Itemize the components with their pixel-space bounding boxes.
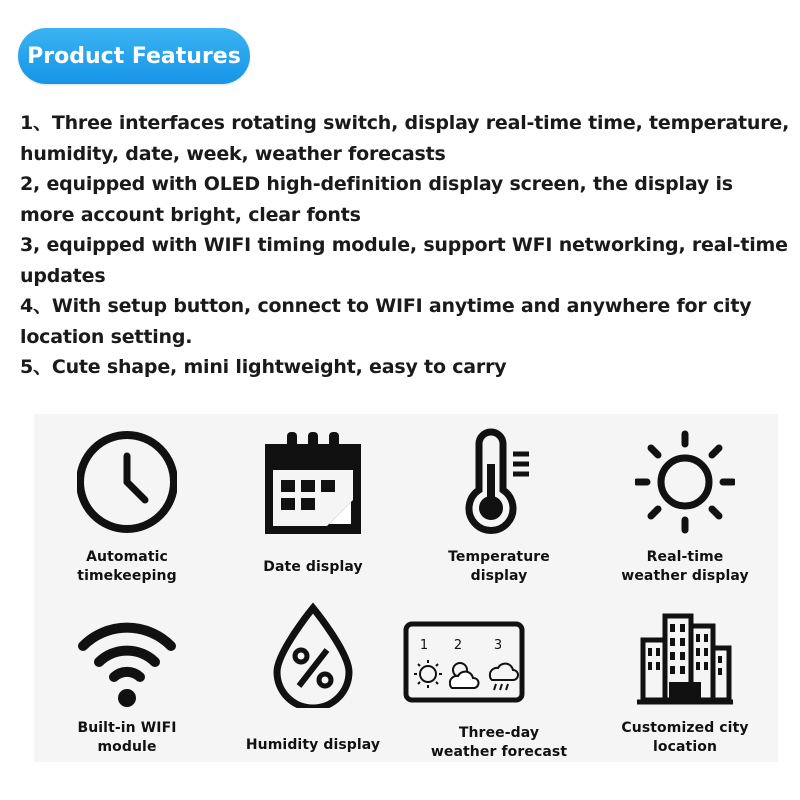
clock-icon: [77, 424, 177, 534]
forecast-label-line2: weather forecast: [430, 744, 568, 760]
calendar-icon: [263, 424, 363, 534]
forecast-day-3: 3: [493, 638, 503, 653]
feature-item-2: 2, equipped with OLED high-definition display screen, the display is more account bright, clear fonts: [20, 173, 733, 226]
feature-item-4: 4、With setup button, connect to WIFI anytime and anywhere for city location setting.: [20, 295, 752, 348]
wifi-label-line1: Built-in WIFI: [77, 720, 177, 736]
temperature-label-line1: Temperature: [448, 549, 550, 565]
clock-label-line1: Automatic: [86, 549, 168, 565]
feature-item-3: 3, equipped with WIFI timing module, support WFI networking, real-time updates: [20, 234, 788, 287]
forecast-partly-cloudy-icon: [450, 663, 479, 688]
forecast-icon: [402, 618, 526, 718]
feature-list: [20, 108, 790, 383]
feature-real-time-weather: [592, 414, 778, 588]
feature-icons-panel: [34, 414, 778, 762]
feature-customized-city-location: [592, 588, 778, 762]
date-label-line1: Date display: [263, 559, 363, 575]
city-buildings-icon: [635, 598, 735, 708]
wifi-icon: [77, 598, 177, 708]
humidity-label-line1: Humidity display: [245, 737, 381, 753]
forecast-label-line1: Three-day: [458, 725, 540, 741]
weather-label-line1: Real-time: [646, 549, 724, 565]
temperature-label-line2: display: [470, 568, 528, 584]
city-label-line2: location: [652, 739, 718, 755]
feature-automatic-timekeeping: [34, 414, 220, 588]
city-label-line1: Customized city: [621, 720, 749, 736]
water-drop-icon: [263, 598, 363, 708]
feature-date-display: [220, 414, 406, 588]
feature-three-day-forecast: [406, 588, 592, 762]
sun-icon: [635, 424, 735, 534]
forecast-sun-icon: [414, 660, 442, 688]
forecast-day-1: 1: [419, 638, 429, 653]
clock-label-line2: timekeeping: [77, 568, 177, 584]
feature-humidity-display: [220, 588, 406, 762]
feature-built-in-wifi: [34, 588, 220, 762]
forecast-rain-icon: [490, 664, 518, 690]
feature-temperature-display: [406, 414, 592, 588]
wifi-label-line2: module: [97, 739, 157, 755]
weather-label-line2: weather display: [621, 568, 749, 584]
forecast-day-2: 2: [453, 638, 463, 653]
feature-item-1: 1、Three interfaces rotating switch, display real-time time, temperature, humidity, date, week, weather forecasts: [20, 112, 790, 165]
thermometer-icon: [449, 424, 549, 534]
feature-item-5: 5、Cute shape, mini lightweight, easy to carry: [20, 356, 507, 378]
product-features-badge: Product Features: [18, 28, 250, 84]
